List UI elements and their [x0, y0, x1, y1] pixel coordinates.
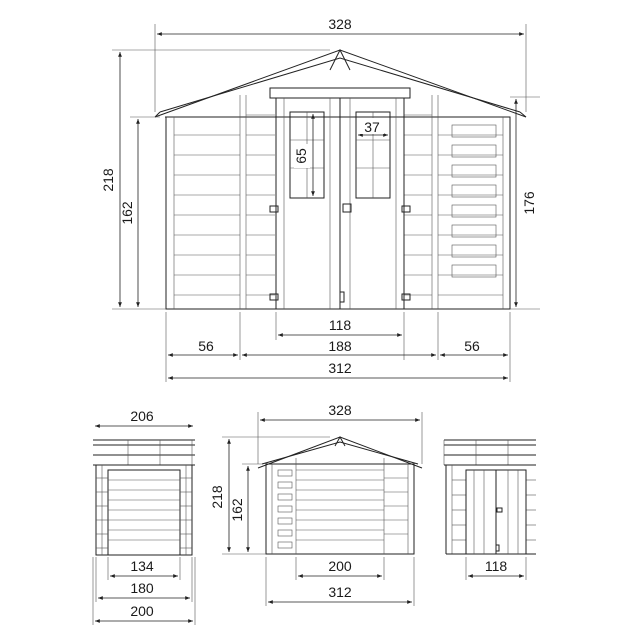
- dim-back-wall-width: 312: [328, 584, 352, 600]
- dim-right-door-width: 118: [484, 558, 508, 574]
- left-side-view: [93, 408, 195, 625]
- dim-door-wall: 188: [328, 338, 352, 354]
- dim-side-middle: 180: [130, 580, 154, 596]
- right-side-planks: [452, 480, 536, 540]
- back-view: [209, 402, 422, 606]
- right-side-view: [444, 440, 536, 580]
- dim-window-width: 37: [364, 119, 380, 135]
- front-view: [100, 16, 540, 382]
- dim-side-inner: 134: [130, 558, 154, 574]
- right-side-door: [466, 470, 526, 554]
- dim-wall-height: 162: [119, 201, 135, 225]
- dim-back-total-height: 218: [209, 485, 225, 509]
- dim-left-panel: 56: [198, 338, 214, 354]
- back-dimensions: [209, 402, 422, 606]
- front-walls: [166, 95, 510, 309]
- dim-back-wall-height: 162: [229, 498, 245, 522]
- dim-side-roof-depth: 206: [130, 408, 154, 424]
- dim-door-opening: 118: [328, 317, 352, 333]
- dim-side-outer: 200: [130, 603, 154, 619]
- dim-right-panel: 56: [464, 338, 480, 354]
- dim-window-height: 65: [293, 148, 309, 164]
- door-lock-icon: [497, 508, 502, 512]
- dim-total-height: 218: [100, 168, 116, 192]
- hinge-icon: [402, 206, 410, 212]
- right-side-dimensions: [466, 557, 526, 580]
- dim-back-inner: 200: [328, 558, 352, 574]
- left-side-planks: [96, 478, 192, 548]
- front-vent-slats: [452, 125, 496, 277]
- door-bolt-icon: [340, 292, 344, 302]
- dim-back-roof-width: 328: [328, 402, 352, 418]
- dim-side-height: 176: [521, 191, 537, 215]
- door-bolt-icon: [496, 545, 499, 551]
- dim-wall-width: 312: [328, 360, 352, 376]
- dim-roof-width: 328: [328, 16, 352, 32]
- back-wall-planks: [278, 470, 408, 548]
- hinge-icon: [270, 206, 278, 212]
- front-double-door: [270, 88, 410, 309]
